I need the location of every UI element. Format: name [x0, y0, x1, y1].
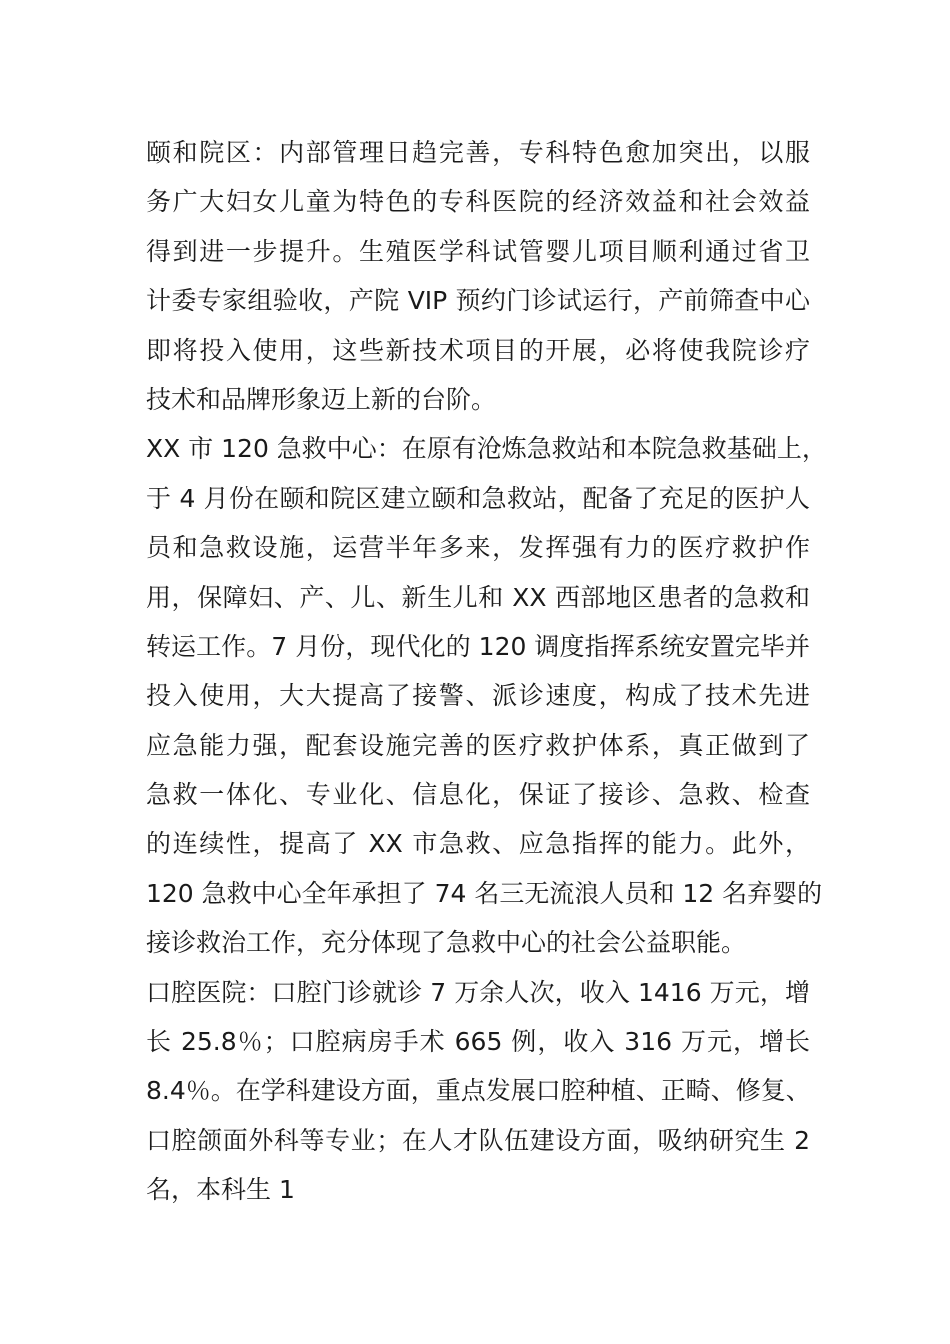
- text-line: 名，本科生 1: [146, 1175, 295, 1205]
- text-line: 用，保障妇、产、儿、新生儿和 XX 西部地区患者的急救和: [146, 582, 810, 612]
- text-line: 口腔医院：口腔门诊就诊 7 万余人次，收入 1416 万元，增: [146, 977, 810, 1007]
- text-line: 长 25.8％；口腔病房手术 665 例，收入 316 万元，增长: [146, 1027, 810, 1057]
- text-line: 即将投入使用，这些新技术项目的开展，必将使我院诊疗: [146, 335, 810, 365]
- text-line: 8.4％。在学科建设方面，重点发展口腔种植、正畸、修复、: [146, 1076, 811, 1106]
- paragraph-yihe-campus: [146, 128, 810, 424]
- text-line: 接诊救治工作，充分体现了急救中心的社会公益职能。: [146, 928, 747, 958]
- text-line: 技术和品牌形象迈上新的台阶。: [146, 384, 497, 414]
- paragraph-emergency-center: [146, 424, 827, 967]
- text-line: 务广大妇女儿童为特色的专科医院的经济效益和社会效益: [146, 187, 810, 217]
- text-line: 的连续性，提高了 XX 市急救、应急指挥的能力。此外，: [146, 829, 810, 859]
- paragraph-stomatology-hospital: [146, 968, 810, 1215]
- text-line: 计委专家组验收，产院 VIP 预约门诊试运行，产前筛查中心: [146, 286, 810, 316]
- text-line: 口腔颌面外科等专业；在人才队伍建设方面，吸纳研究生 2: [146, 1125, 810, 1155]
- text-line: 于 4 月份在颐和院区建立颐和急救站，配备了充足的医护人: [146, 483, 810, 513]
- document-body: [146, 128, 827, 1215]
- text-line: 120 急救中心全年承担了 74 名三无流浪人员和 12 名弃婴的: [146, 878, 823, 908]
- text-line: XX 市 120 急救中心：在原有沧炼急救站和本院急救基础上，: [146, 434, 827, 464]
- text-line: 颐和院区：内部管理日趋完善，专科特色愈加突出，以服: [146, 138, 810, 167]
- text-line: 得到进一步提升。生殖医学科试管婴儿项目顺利通过省卫: [146, 236, 810, 266]
- text-line: 投入使用，大大提高了接警、派诊速度，构成了技术先进: [146, 681, 810, 711]
- text-line: 员和急救设施，运营半年多来，发挥强有力的医疗救护作: [146, 533, 810, 563]
- text-line: 急救一体化、专业化、信息化，保证了接诊、急救、检查: [146, 780, 810, 810]
- text-line: 转运工作。7 月份，现代化的 120 调度指挥系统安置完毕并: [146, 631, 810, 661]
- text-line: 应急能力强，配套设施完善的医疗救护体系，真正做到了: [146, 730, 810, 760]
